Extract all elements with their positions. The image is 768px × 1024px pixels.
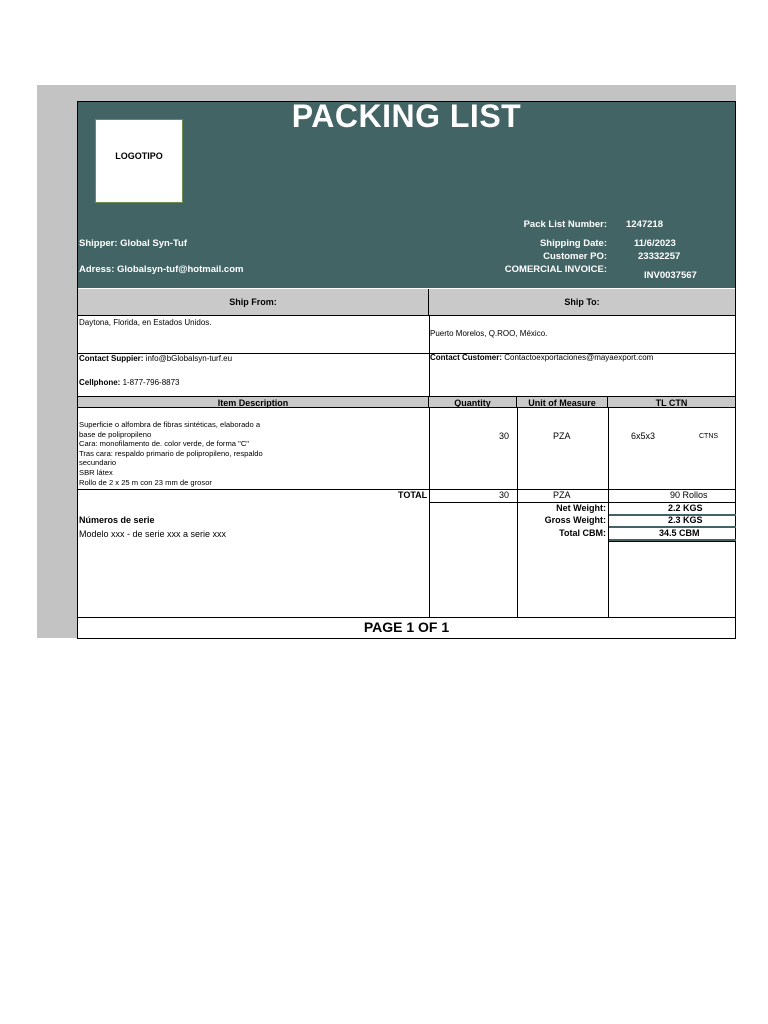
divider [78,617,735,618]
col-description-heading: Item Description [78,396,429,408]
gross-weight-value: 2.3 KGS [668,515,703,525]
contact-supplier-value: info@bGlobalsyn-turf.eu [143,354,233,363]
page-title: PACKING LIST [291,98,522,134]
item-dimensions: 6x5x3 [631,431,656,441]
total-cbm-label: Total CBM: [559,528,606,538]
item-quantity: 30 [499,431,510,441]
item-unit: PZA [553,431,571,441]
total-unit: PZA [553,490,571,500]
shipping-date-label: Shipping Date: [539,238,607,249]
shipping-date-value: 11/6/2023 [634,238,676,249]
contact-customer-label: Contact Customer: [430,353,503,362]
serials-model: Modelo xxx - de serie xxx a serie xxx [79,529,227,539]
logo-placeholder: LOGOTIPO [95,119,183,203]
total-label: TOTAL [398,490,428,500]
page-number: PAGE 1 OF 1 [363,619,450,635]
ship-from-heading: Ship From: [78,289,429,316]
total-quantity: 30 [499,490,510,500]
divider [608,541,735,542]
col-unit-heading: Unit of Measure [517,396,608,408]
ship-to-address: Puerto Morelos, Q.ROO, México. [430,329,548,338]
description-line: Rollo de 2 x 25 m con 23 mm de grosor [79,477,212,487]
col-quantity-heading: Quantity [429,396,517,408]
net-weight-label: Net Weight: [556,503,606,513]
address-label: Adress: Globalsyn-tuf@hotmail.com [79,264,244,275]
header-band [78,98,735,288]
divider [429,316,430,396]
description-line: base de polipropileno [79,429,152,439]
cellphone-value: 1-877-796-8873 [120,378,180,387]
ship-to-heading: Ship To: [429,289,735,316]
serials-heading: Números de serie [79,515,155,525]
invoice-value: INV0037567 [644,270,697,281]
total-cbm-value: 34.5 CBM [659,528,700,538]
contact-customer [430,353,653,362]
pack-list-number-value: 1247218 [626,219,663,230]
total-rolls: 90 Rollos [670,490,708,500]
invoice-label: COMERCIAL INVOICE: [504,264,607,275]
packing-list-sheet [77,98,736,639]
contact-supplier-label: Contact Suppier: [79,354,144,363]
shipper-label: Shipper: Global Syn-Tuf [79,238,188,249]
customer-po-value: 23332257 [638,251,681,262]
item-description [79,420,294,487]
gross-weight-label: Gross Weight: [544,515,606,525]
item-ctn-unit: CTNS [699,433,719,440]
description-line: secundario [79,458,117,468]
customer-po-label: Customer PO: [543,251,607,262]
description-line: Superficie o alfombra de fibras sintéticas, elaborado a [79,420,261,429]
description-line: Cara: monofilamento de. color verde, de forma "C" [79,439,249,449]
divider [429,408,430,617]
description-line: SBR látex [79,467,113,477]
contact-supplier [79,354,232,363]
pack-list-number-label: Pack List Number: [523,219,607,230]
net-weight-value: 2.2 KGS [668,503,703,513]
description-line: Tras cara: respaldo primario de polipropileno, respaldo [79,448,263,458]
contact-customer-value: Contactoexportaciones@mayaexport.com [502,353,654,362]
ship-from-address: Daytona, Florida, en Estados Unidos. [79,318,212,327]
col-tlctn-heading: TL CTN [608,396,735,408]
divider [517,408,518,617]
divider [608,408,609,617]
cellphone [79,378,180,387]
cellphone-label: Cellphone: [79,378,121,387]
